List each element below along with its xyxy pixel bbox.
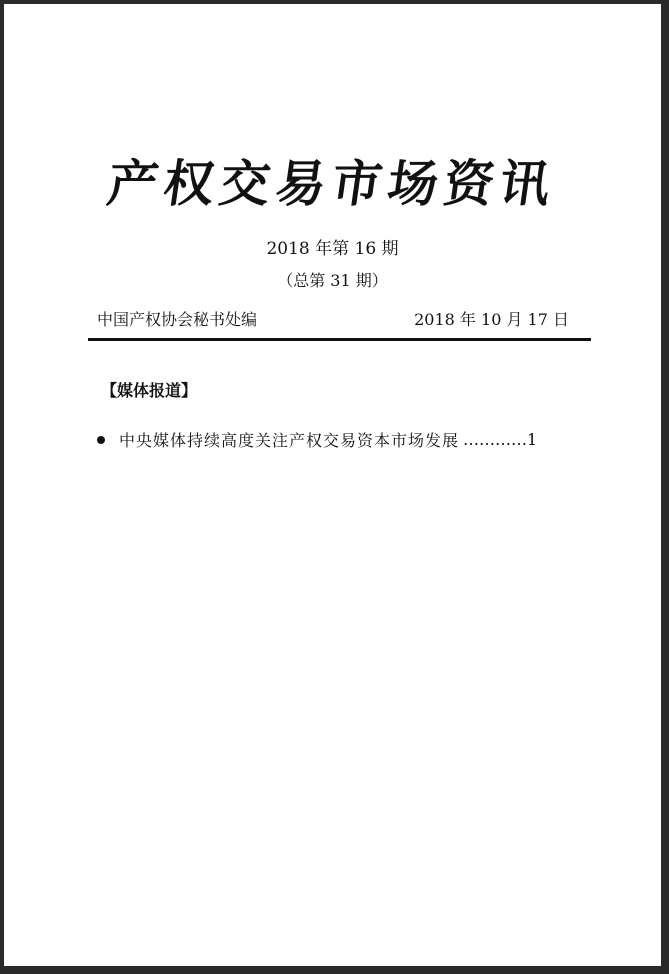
bullet-icon xyxy=(97,436,105,444)
publish-date: 2018 年 10 月 17 日 xyxy=(414,310,569,329)
publisher: 中国产权协会秘书处编 xyxy=(97,310,258,329)
total-issue-number: （总第 31 期） xyxy=(277,271,388,290)
masthead-title: 产权交易市场资讯 xyxy=(103,154,561,213)
toc-entry-title: 中央媒体持续高度关注产权交易资本市场发展 xyxy=(119,431,460,450)
toc-page-number: 1 xyxy=(527,430,538,449)
section-heading: 【媒体报道】 xyxy=(101,381,198,400)
toc-entry[interactable] xyxy=(97,428,537,451)
header-divider xyxy=(88,338,591,341)
issue-number: 2018 年第 16 期 xyxy=(266,239,399,259)
toc-leader-dots: ………… xyxy=(463,430,528,449)
document-page xyxy=(4,4,661,966)
